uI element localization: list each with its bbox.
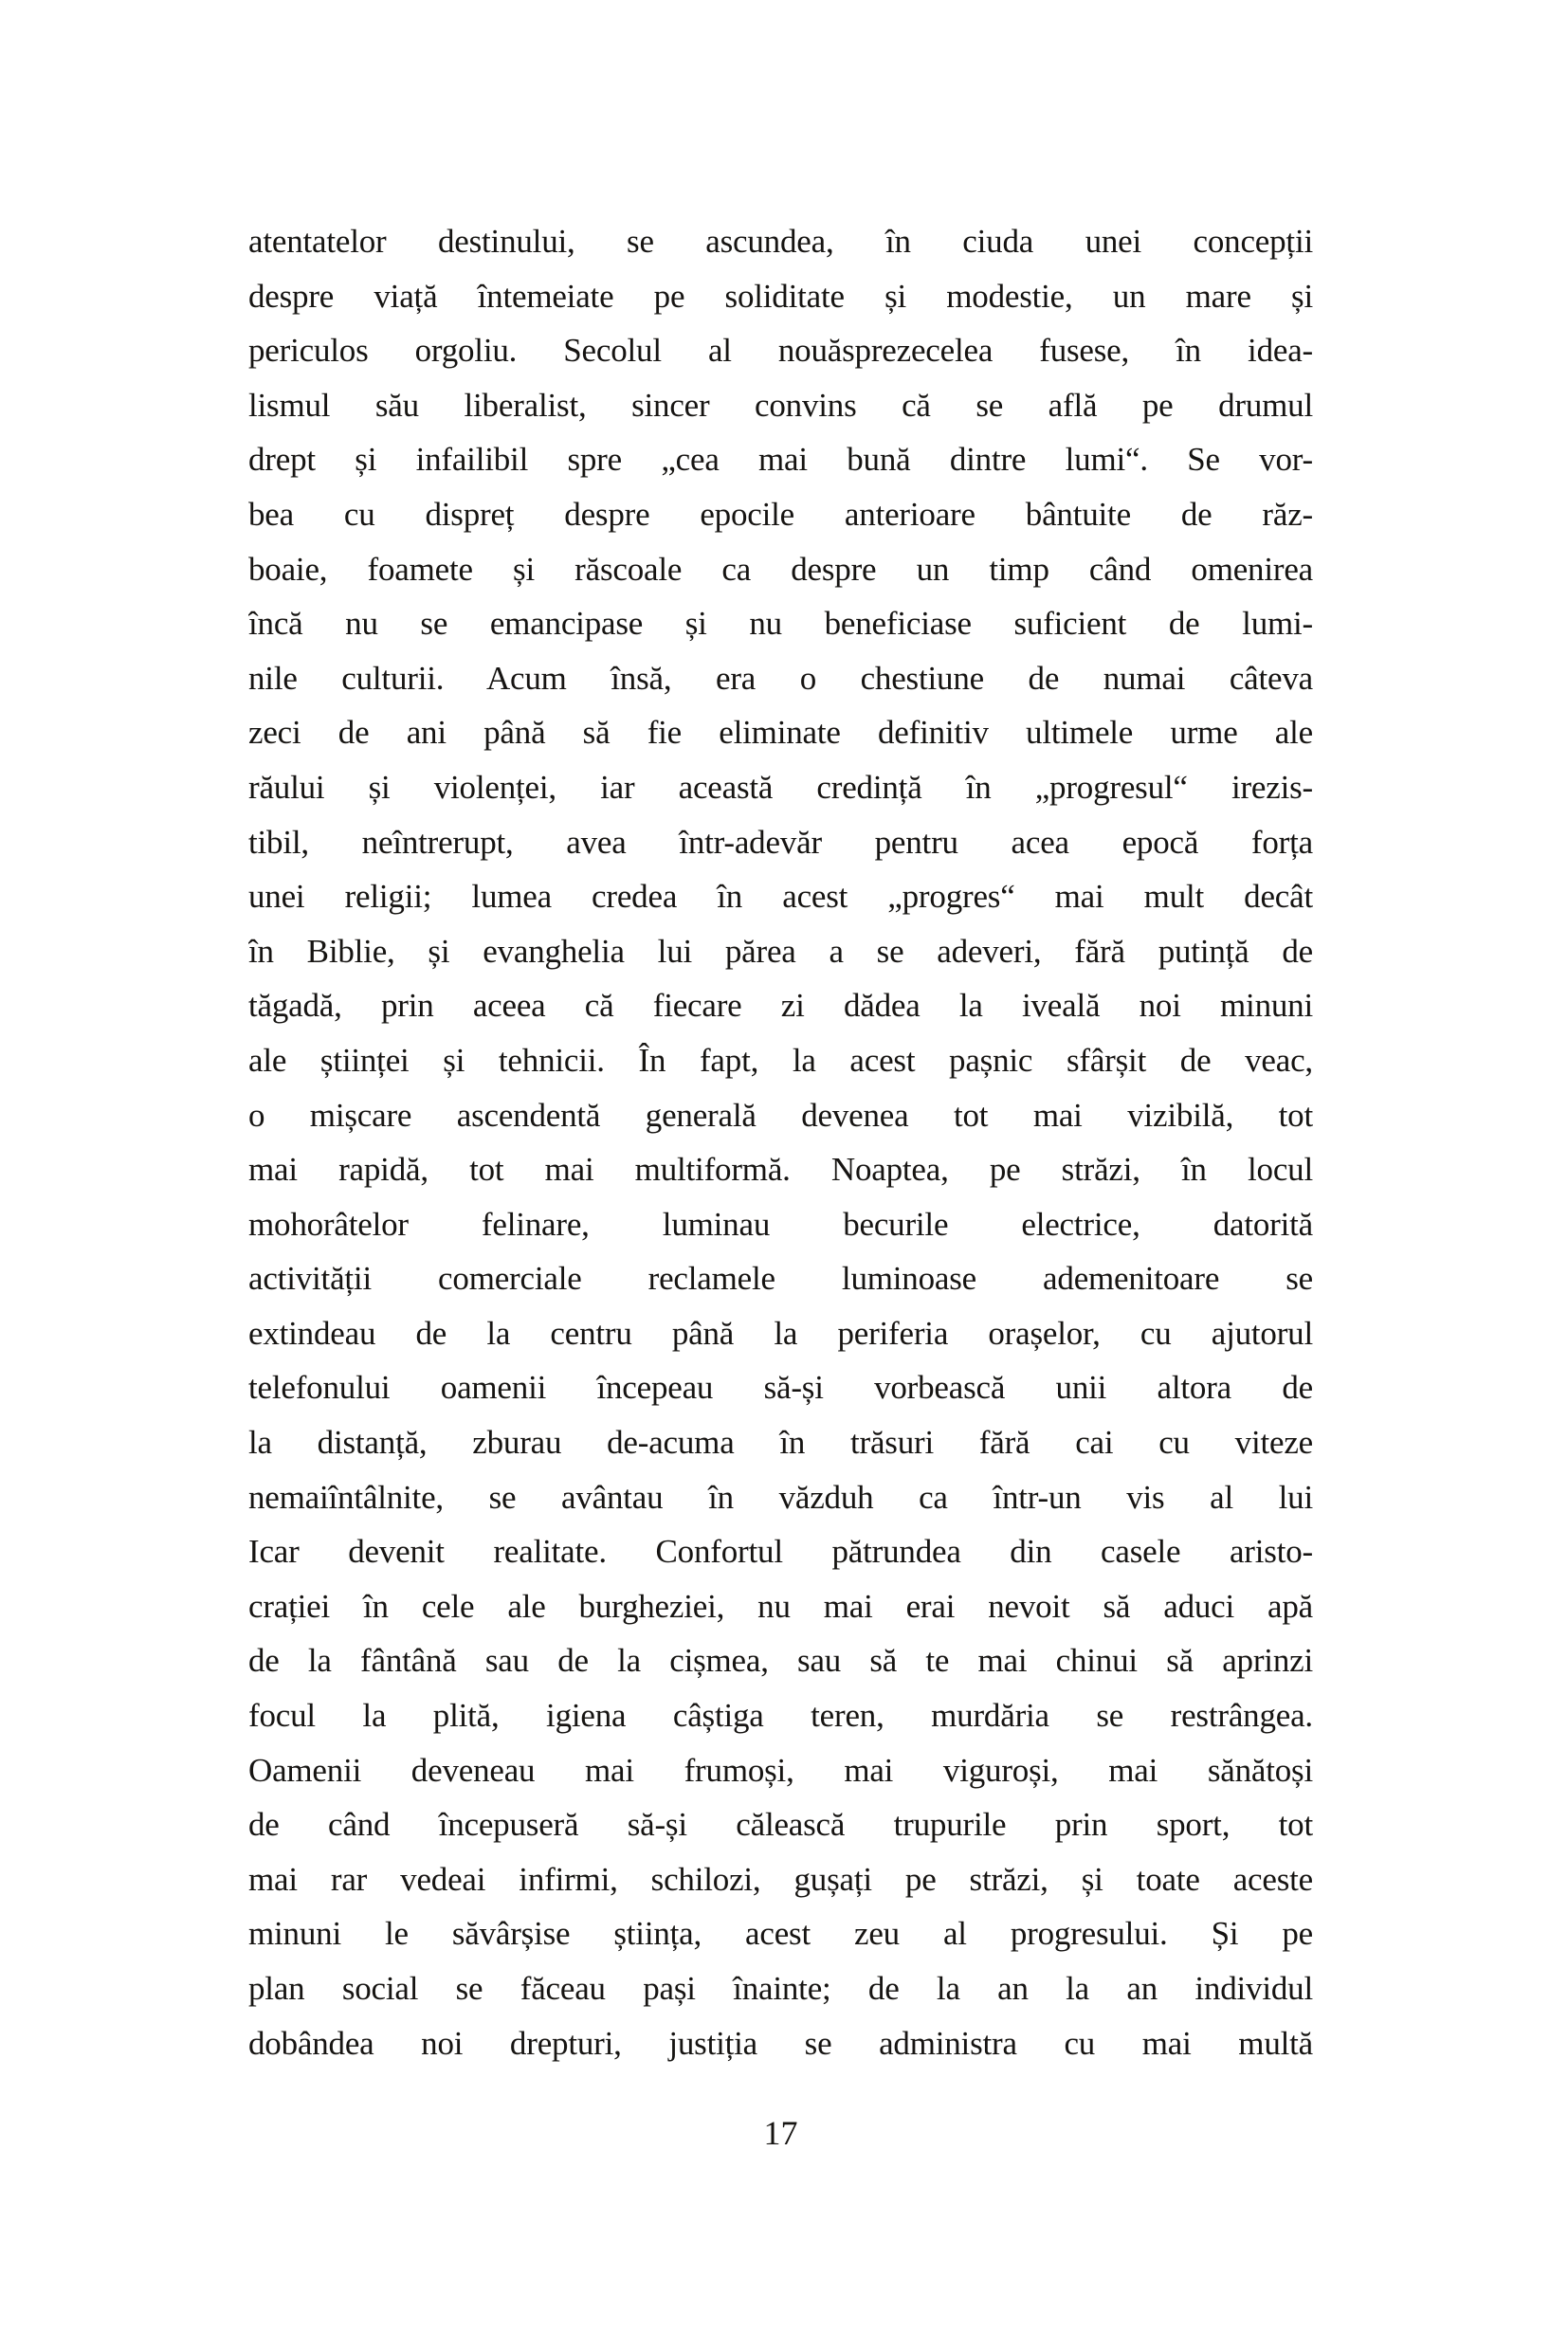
text-line: mohorâtelor felinare, luminau becurile electrice, datorită [248,1205,1313,1243]
text-line: nemaiîntâlnite, se avântau în văzduh ca într-un vis al lui [248,1478,1313,1516]
text-line: minuni le săvârșise știința, acest zeu al progresului. Și pe [248,1915,1313,1953]
text-line: crației în cele ale burgheziei, nu mai erai nevoit să aduci apă [248,1587,1313,1625]
text-line: în Biblie, și evanghelia lui părea a se adeveri, fără putință de [248,932,1313,970]
text-line: lismul său liberalist, sincer convins că se află pe drumul [248,386,1313,424]
text-line: atentatelor destinului, se ascundea, în ciuda unei concepții [248,223,1313,260]
text-line: Oamenii deveneau mai frumoși, mai viguroși, mai sănătoși [248,1751,1313,1789]
text-line: tibil, neîntrerupt, avea într-adevăr pentru acea epocă forța [248,823,1313,861]
text-line: la distanță, zburau de-acuma în trăsuri fără cai cu viteze [248,1424,1313,1462]
text-line: Icar devenit realitate. Confortul pătrundea din casele aristo- [248,1533,1313,1571]
text-line: extindeau de la centru până la periferia orașelor, cu ajutorul [248,1314,1313,1352]
text-line: încă nu se emancipase și nu beneficiase suficient de lumi- [248,605,1313,643]
text-line: boaie, foamete și răscoale ca despre un timp când omenirea [248,550,1313,588]
page-number: 17 [763,2114,798,2152]
text-line: activității comerciale reclamele luminoase ademenitoare se [248,1260,1313,1298]
text-line: drept și infailibil spre „cea mai bună dintre lumi“. Se vor- [248,441,1313,479]
text-line: tăgadă, prin aceea că fiecare zi dădea la iveală noi minuni [248,987,1313,1025]
text-line: periculos orgoliu. Secolul al nouăsprezecelea fusese, în idea- [248,332,1313,370]
text-line: unei religii; lumea credea în acest „progres“ mai mult decât [248,878,1313,916]
text-line: nile culturii. Acum însă, era o chestiune de numai câteva [248,659,1313,697]
text-line: de la fântână sau de la cișmea, sau să te mai chinui să aprinzi [248,1642,1313,1680]
text-line: mai rar vedeai infirmi, schilozi, gușați pe străzi, și toate aceste [248,1860,1313,1898]
text-line: mai rapidă, tot mai multiformă. Noaptea, pe străzi, în locul [248,1151,1313,1189]
text-line: despre viață întemeiate pe soliditate și modestie, un mare și [248,277,1313,315]
text-line: răului și violenței, iar această credință în „progresul“ irezis- [248,768,1313,806]
text-line: ale științei și tehnicii. În fapt, la acest pașnic sfârșit de veac, [248,1041,1313,1079]
body-text [248,214,1313,2070]
text-line: zeci de ani până să fie eliminate definitiv ultimele urme ale [248,714,1313,752]
text-line: o mișcare ascendentă generală devenea tot mai vizibilă, tot [248,1096,1313,1134]
text-line: bea cu dispreț despre epocile anterioare bântuite de răz- [248,495,1313,533]
text-line: plan social se făceau pași înainte; de la an la an individul [248,1970,1313,2007]
text-line: dobândea noi drepturi, justiția se administra cu mai multă [248,2024,1313,2062]
text-line: focul la plită, igiena câștiga teren, murdăria se restrângea. [248,1697,1313,1735]
text-line: de când începuseră să-și călească trupurile prin sport, tot [248,1806,1313,1844]
text-line: telefonului oamenii începeau să-și vorbească unii altora de [248,1369,1313,1407]
